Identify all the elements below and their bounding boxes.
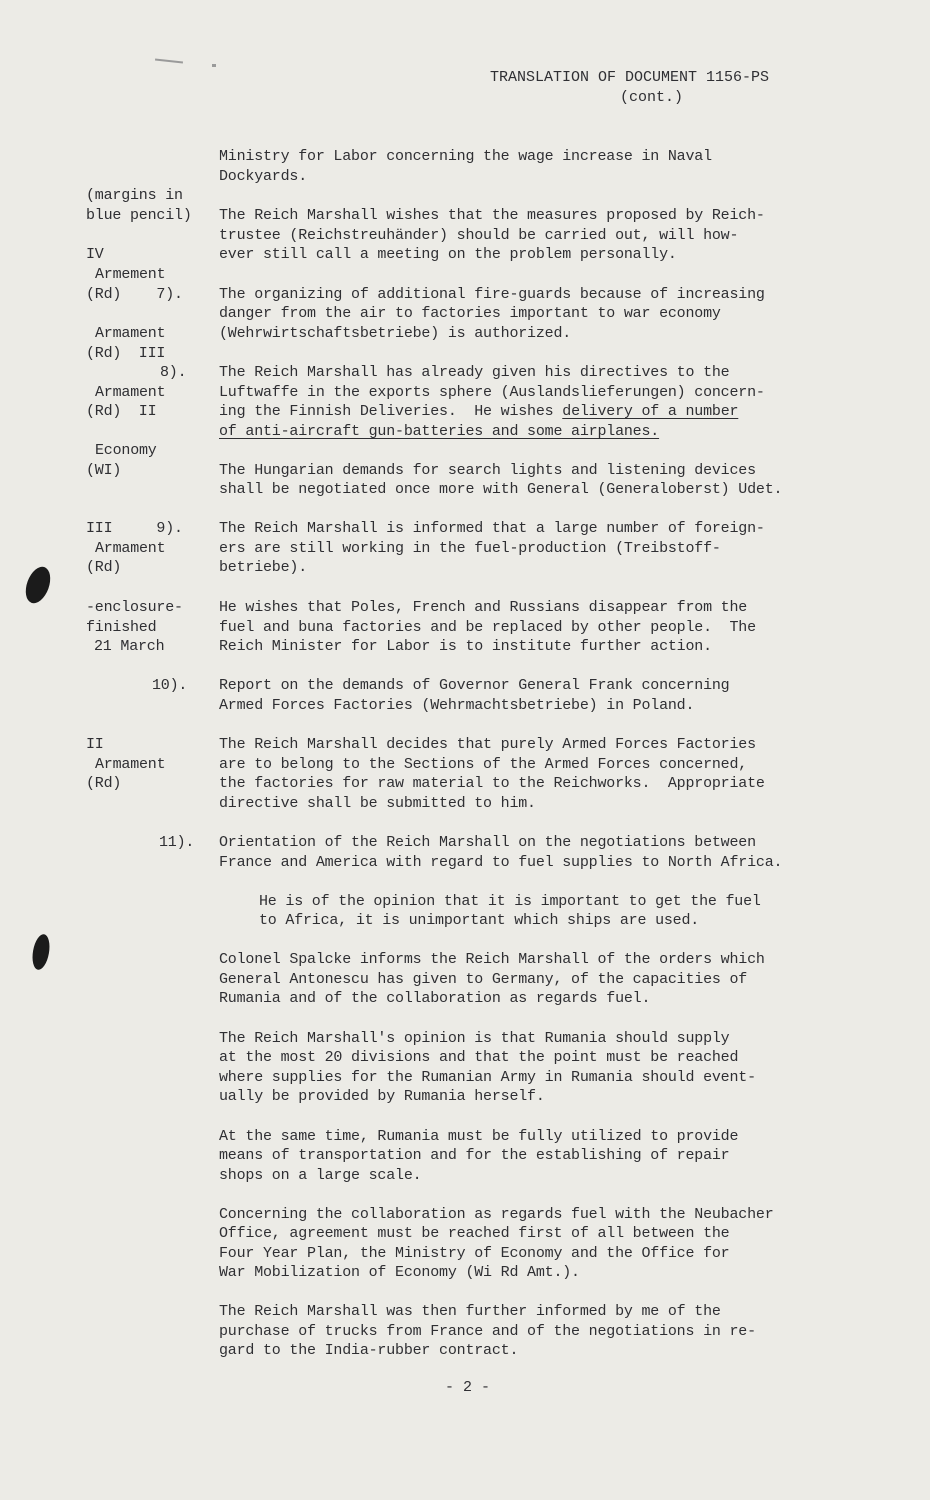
body-line: danger from the air to factories important to war economy <box>219 305 721 322</box>
margin-note: 11). <box>159 834 195 851</box>
body-line: Reich Minister for Labor is to institute further action. <box>219 638 712 655</box>
document-header <box>490 68 769 108</box>
body-text: ing the Finnish Deliveries. He wishes <box>219 403 563 420</box>
ink-blot <box>30 933 52 971</box>
body-line: ually be provided by Rumania herself. <box>219 1088 545 1105</box>
body-line: The Reich Marshall has already given his directives to the <box>219 364 730 381</box>
body-line: ever still call a meeting on the problem personally. <box>219 246 677 263</box>
margin-note: (WI) <box>86 462 122 479</box>
body-line: the factories for raw material to the Reichworks. Appropriate <box>219 775 765 792</box>
body-line: are to belong to the Sections of the Armed Forces concerned, <box>219 756 748 773</box>
body-line: Concerning the collaboration as regards fuel with the Neubacher <box>219 1206 774 1223</box>
margin-note: (Rd) III <box>86 345 166 362</box>
margin-note: -enclosure- <box>86 599 183 616</box>
stray-mark <box>155 59 183 64</box>
body-line: He wishes that Poles, French and Russians disappear from the <box>219 599 748 616</box>
body-line: shops on a large scale. <box>219 1167 422 1184</box>
header-cont: (cont.) <box>620 89 684 106</box>
body-line: ers are still working in the fuel-production (Treibstoff- <box>219 540 721 557</box>
body-line: He is of the opinion that it is important to get the fuel <box>259 893 761 910</box>
body-line: Office, agreement must be reached first of all between the <box>219 1225 730 1242</box>
margin-note: 21 March <box>94 638 165 655</box>
body-line: The Hungarian demands for search lights and listening devices <box>219 462 756 479</box>
margin-note: (Rd) 7). <box>86 286 183 303</box>
body-line: Rumania and of the collaboration as regards fuel. <box>219 990 651 1007</box>
margin-note: Armament <box>95 325 166 342</box>
ink-blot <box>21 563 55 606</box>
margin-note: II <box>86 736 104 753</box>
body-line: War Mobilization of Economy (Wi Rd Amt.). <box>219 1264 580 1281</box>
body-line: where supplies for the Rumanian Army in Rumania should event- <box>219 1069 756 1086</box>
body-line: at the most 20 divisions and that the point must be reached <box>219 1049 739 1066</box>
body-line: The Reich Marshall wishes that the measures proposed by Reich- <box>219 207 765 224</box>
margin-note: (Rd) II <box>86 403 157 420</box>
body-line: The Reich Marshall is informed that a large number of foreign- <box>219 520 765 537</box>
underlined-text: delivery of a number <box>562 403 739 420</box>
body-line: to Africa, it is unimportant which ships are used. <box>259 912 700 929</box>
body-line: At the same time, Rumania must be fully utilized to provide <box>219 1128 739 1145</box>
body-line: Report on the demands of Governor General Frank concerning <box>219 677 730 694</box>
margin-note: Armament <box>95 756 166 773</box>
body-line: Armed Forces Factories (Wehrmachtsbetriebe) in Poland. <box>219 697 695 714</box>
body-line: Four Year Plan, the Ministry of Economy and the Office for <box>219 1245 730 1262</box>
body-line: shall be negotiated once more with General (Generaloberst) Udet. <box>219 481 783 498</box>
margin-note: Armament <box>95 540 166 557</box>
margin-note: finished <box>86 619 157 636</box>
margin-note: (Rd) <box>86 775 122 792</box>
body-line <box>219 402 738 422</box>
body-line: Colonel Spalcke informs the Reich Marshall of the orders which <box>219 951 765 968</box>
body-line: trustee (Reichstreuhänder) should be carried out, will how- <box>219 227 739 244</box>
body-line: The organizing of additional fire-guards because of increasing <box>219 286 765 303</box>
body-line: directive shall be submitted to him. <box>219 795 536 812</box>
margin-note: III 9). <box>86 520 183 537</box>
body-line: The Reich Marshall was then further informed by me of the <box>219 1303 721 1320</box>
stray-mark <box>212 64 216 67</box>
page-number: - 2 - <box>445 1379 491 1396</box>
body-line: General Antonescu has given to Germany, of the capacities of <box>219 971 748 988</box>
header-title: TRANSLATION OF DOCUMENT 1156-PS <box>490 69 770 86</box>
margin-note: Armement <box>95 266 166 283</box>
margin-note: 8). <box>160 364 187 381</box>
margin-note: 10). <box>152 677 188 694</box>
body-line: The Reich Marshall decides that purely Armed Forces Factories <box>219 736 756 753</box>
body-line: purchase of trucks from France and of the negotiations in re- <box>219 1323 756 1340</box>
body-line: Dockyards. <box>219 168 308 185</box>
body-line: (Wehrwirtschaftsbetriebe) is authorized. <box>219 325 572 342</box>
body-line: fuel and buna factories and be replaced by other people. The <box>219 619 756 636</box>
body-line: gard to the India-rubber contract. <box>219 1342 519 1359</box>
margin-note: blue pencil) <box>86 207 192 224</box>
margin-note: Economy <box>95 442 157 459</box>
body-line: means of transportation and for the establishing of repair <box>219 1147 730 1164</box>
underlined-text: of anti-aircraft gun-batteries and some airplanes. <box>219 423 660 440</box>
body-line: Luftwaffe in the exports sphere (Auslandslieferungen) concern- <box>219 384 765 401</box>
body-line: betriebe). <box>219 559 308 576</box>
body-line: Ministry for Labor concerning the wage increase in Naval <box>219 148 712 165</box>
margin-note: Armament <box>95 384 166 401</box>
body-line: France and America with regard to fuel supplies to North Africa. <box>219 854 783 871</box>
margin-note: (Rd) <box>86 559 122 576</box>
body-line: Orientation of the Reich Marshall on the negotiations between <box>219 834 756 851</box>
margin-note: (margins in <box>86 187 183 204</box>
body-line: The Reich Marshall's opinion is that Rumania should supply <box>219 1030 730 1047</box>
margin-note: IV <box>86 246 104 263</box>
